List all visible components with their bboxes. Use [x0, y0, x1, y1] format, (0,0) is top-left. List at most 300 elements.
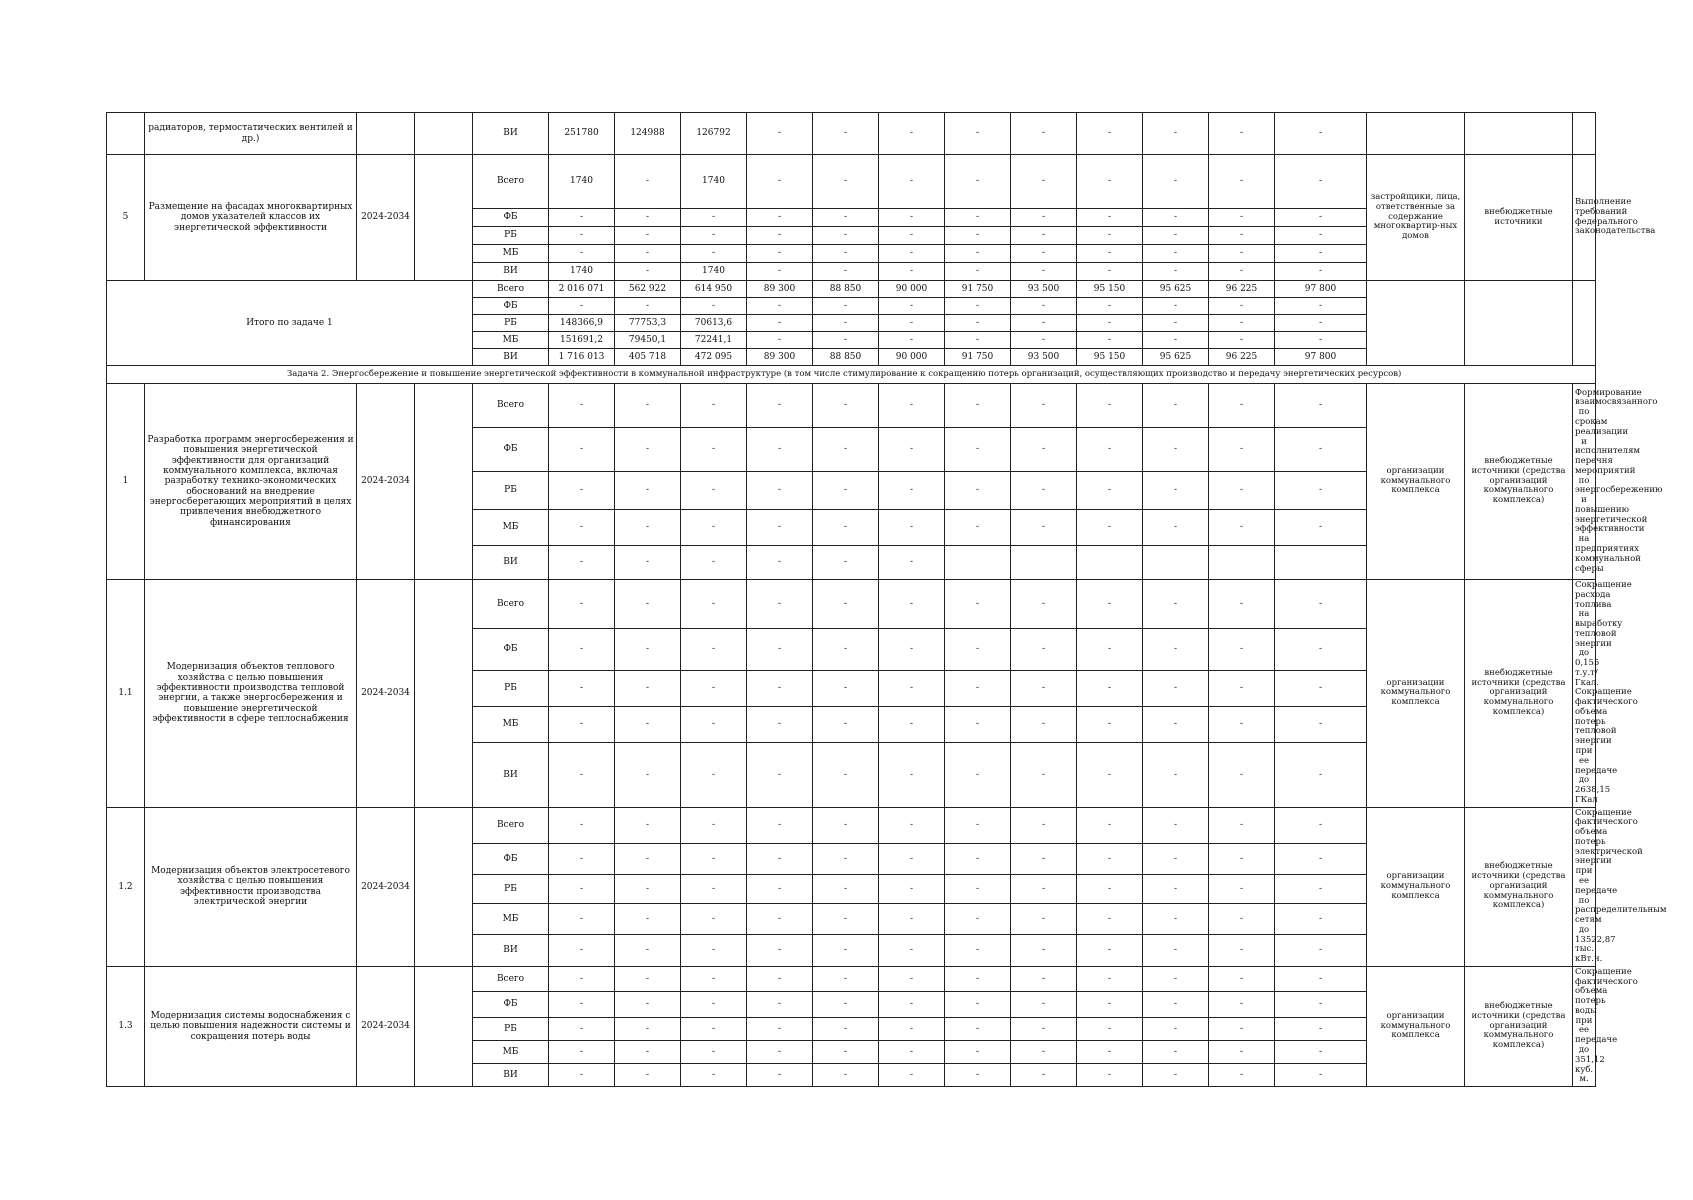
- value-cell: -: [813, 670, 879, 706]
- source-cell: МБ: [473, 706, 549, 742]
- value-cell: -: [945, 992, 1011, 1017]
- value-cell: -: [1011, 472, 1077, 510]
- gap-cell: [415, 155, 473, 281]
- period-cell: [357, 113, 415, 155]
- value-cell: -: [549, 580, 615, 629]
- value-cell: -: [1143, 263, 1209, 281]
- result-cell: [1573, 113, 1596, 155]
- gap-cell: [415, 807, 473, 966]
- value-cell: -: [681, 245, 747, 263]
- value-cell: -: [681, 546, 747, 580]
- value-cell: -: [747, 935, 813, 966]
- value-cell: -: [1077, 209, 1143, 227]
- value-cell: 88 850: [813, 349, 879, 366]
- value-cell: -: [1209, 1017, 1275, 1040]
- value-cell: -: [747, 742, 813, 807]
- activity-row: [107, 384, 1596, 428]
- value-cell: -: [1275, 332, 1367, 349]
- value-cell: -: [1209, 209, 1275, 227]
- value-cell: 95 625: [1143, 281, 1209, 298]
- value-cell: -: [945, 472, 1011, 510]
- value-cell: -: [813, 807, 879, 843]
- source-cell: ФБ: [473, 629, 549, 670]
- source-cell: Всего: [473, 966, 549, 991]
- source-cell: ВИ: [473, 546, 549, 580]
- value-cell: -: [549, 1017, 615, 1040]
- value-cell: -: [879, 992, 945, 1017]
- value-cell: -: [1077, 807, 1143, 843]
- value-cell: -: [615, 742, 681, 807]
- value-cell: -: [549, 992, 615, 1017]
- value-cell: -: [813, 580, 879, 629]
- activity-row: [107, 966, 1596, 991]
- value-cell: 97 800: [1275, 349, 1367, 366]
- value-cell: -: [615, 245, 681, 263]
- value-cell: -: [945, 629, 1011, 670]
- value-cell: -: [813, 510, 879, 546]
- value-cell: -: [549, 706, 615, 742]
- executor-cell: организации коммунального комплекса: [1367, 384, 1465, 580]
- value-cell: 93 500: [1011, 281, 1077, 298]
- value-cell: -: [1143, 113, 1209, 155]
- value-cell: -: [1011, 935, 1077, 966]
- value-cell: -: [747, 706, 813, 742]
- value-cell: -: [549, 807, 615, 843]
- gap-cell: [415, 113, 473, 155]
- value-cell: -: [813, 384, 879, 428]
- item5-row: [107, 155, 1596, 209]
- value-cell: -: [1209, 332, 1275, 349]
- value-cell: -: [1275, 742, 1367, 807]
- value-cell: -: [1143, 472, 1209, 510]
- value-cell: -: [1077, 510, 1143, 546]
- value-cell: -: [747, 629, 813, 670]
- value-cell: -: [945, 315, 1011, 332]
- value-cell: -: [549, 227, 615, 245]
- source-cell: ФБ: [473, 298, 549, 315]
- value-cell: -: [549, 670, 615, 706]
- value-cell: -: [1209, 807, 1275, 843]
- value-cell: -: [1143, 629, 1209, 670]
- value-cell: -: [1011, 706, 1077, 742]
- value-cell: [1209, 546, 1275, 580]
- value-cell: -: [879, 227, 945, 245]
- value-cell: 77753,3: [615, 315, 681, 332]
- value-cell: -: [879, 428, 945, 472]
- funding-cell: внебюджетные источники: [1465, 155, 1573, 281]
- value-cell: -: [813, 332, 879, 349]
- value-cell: -: [615, 875, 681, 904]
- value-cell: -: [1275, 580, 1367, 629]
- value-cell: -: [549, 904, 615, 935]
- value-cell: -: [945, 904, 1011, 935]
- value-cell: -: [747, 510, 813, 546]
- executor-cell: организации коммунального комплекса: [1367, 966, 1465, 1086]
- value-cell: -: [747, 263, 813, 281]
- value-cell: -: [549, 510, 615, 546]
- value-cell: -: [1143, 706, 1209, 742]
- value-cell: -: [813, 546, 879, 580]
- value-cell: [1077, 546, 1143, 580]
- value-cell: -: [1077, 315, 1143, 332]
- value-cell: -: [1275, 670, 1367, 706]
- value-cell: -: [1209, 629, 1275, 670]
- value-cell: -: [945, 670, 1011, 706]
- value-cell: -: [945, 1017, 1011, 1040]
- value-cell: -: [813, 629, 879, 670]
- value-cell: -: [1077, 935, 1143, 966]
- value-cell: -: [813, 706, 879, 742]
- value-cell: -: [1143, 245, 1209, 263]
- source-cell: РБ: [473, 315, 549, 332]
- value-cell: -: [945, 875, 1011, 904]
- item-number-cell: 1.2: [107, 807, 145, 966]
- source-cell: ФБ: [473, 843, 549, 874]
- value-cell: -: [1209, 580, 1275, 629]
- value-cell: -: [1275, 1017, 1367, 1040]
- value-cell: -: [813, 904, 879, 935]
- period-cell: 2024-2034: [357, 807, 415, 966]
- value-cell: -: [1143, 298, 1209, 315]
- value-cell: -: [879, 706, 945, 742]
- value-cell: -: [879, 472, 945, 510]
- funding-cell: [1465, 281, 1573, 366]
- value-cell: 562 922: [615, 281, 681, 298]
- source-cell: ФБ: [473, 992, 549, 1017]
- value-cell: -: [945, 966, 1011, 991]
- value-cell: -: [681, 510, 747, 546]
- executor-cell: застройщики, лица, ответственные за содержание многоквартир-ных домов: [1367, 155, 1465, 281]
- value-cell: -: [1209, 298, 1275, 315]
- item-name-cell: радиаторов, термостатических вентилей и др.): [145, 113, 357, 155]
- value-cell: -: [681, 1040, 747, 1063]
- value-cell: -: [747, 1040, 813, 1063]
- value-cell: -: [879, 245, 945, 263]
- source-cell: Всего: [473, 155, 549, 209]
- value-cell: -: [1011, 807, 1077, 843]
- value-cell: -: [1275, 510, 1367, 546]
- value-cell: -: [1077, 1063, 1143, 1086]
- value-cell: 1 716 013: [549, 349, 615, 366]
- value-cell: -: [1011, 1040, 1077, 1063]
- value-cell: 148366,9: [549, 315, 615, 332]
- value-cell: -: [1209, 1063, 1275, 1086]
- value-cell: -: [945, 384, 1011, 428]
- value-cell: -: [1209, 315, 1275, 332]
- value-cell: -: [813, 263, 879, 281]
- value-cell: -: [681, 706, 747, 742]
- value-cell: -: [549, 966, 615, 991]
- value-cell: -: [1011, 580, 1077, 629]
- value-cell: -: [1077, 1040, 1143, 1063]
- value-cell: 88 850: [813, 281, 879, 298]
- funding-cell: внебюджетные источники (средства организаций коммунального комплекса): [1465, 384, 1573, 580]
- value-cell: -: [1143, 875, 1209, 904]
- value-cell: -: [747, 904, 813, 935]
- value-cell: -: [1209, 510, 1275, 546]
- value-cell: -: [1077, 904, 1143, 935]
- value-cell: -: [945, 245, 1011, 263]
- value-cell: -: [813, 992, 879, 1017]
- value-cell: -: [747, 670, 813, 706]
- value-cell: -: [1077, 298, 1143, 315]
- value-cell: 96 225: [1209, 349, 1275, 366]
- value-cell: -: [813, 245, 879, 263]
- value-cell: -: [1275, 209, 1367, 227]
- item-name-cell: Размещение на фасадах многоквартирных домов указателей классов их энергетической эффективности: [145, 155, 357, 281]
- value-cell: -: [747, 875, 813, 904]
- value-cell: -: [1011, 966, 1077, 991]
- value-cell: -: [1209, 670, 1275, 706]
- task-header-row: [107, 366, 1596, 384]
- source-cell: ВИ: [473, 113, 549, 155]
- value-cell: -: [1143, 807, 1209, 843]
- value-cell: -: [549, 843, 615, 874]
- value-cell: 1740: [549, 155, 615, 209]
- value-cell: -: [747, 546, 813, 580]
- item-name-cell: Модернизация объектов теплового хозяйства с целью повышения эффективности производства тепловой энергии, а также энергосбережения и повышение энергетической эффективности в сфере теплоснабжения: [145, 580, 357, 808]
- period-cell: 2024-2034: [357, 384, 415, 580]
- source-cell: ВИ: [473, 1063, 549, 1086]
- total-row: [107, 281, 1596, 298]
- value-cell: -: [615, 904, 681, 935]
- item-number-cell: 1: [107, 384, 145, 580]
- value-cell: -: [813, 742, 879, 807]
- value-cell: -: [1209, 742, 1275, 807]
- value-cell: -: [1275, 807, 1367, 843]
- value-cell: -: [879, 332, 945, 349]
- value-cell: 91 750: [945, 281, 1011, 298]
- value-cell: -: [747, 843, 813, 874]
- value-cell: -: [879, 298, 945, 315]
- value-cell: -: [1011, 742, 1077, 807]
- result-cell: Выполнение требований федерального законодательства: [1573, 155, 1596, 281]
- item-number-cell: 1.1: [107, 580, 145, 808]
- source-cell: Всего: [473, 281, 549, 298]
- value-cell: -: [1143, 510, 1209, 546]
- value-cell: -: [1209, 227, 1275, 245]
- item-name-cell: Разработка программ энергосбережения и повышения энергетической эффективности для организаций коммунального комплекса, включая разработку технико-экономических обоснований на внедрение энергосберегающих мероприятий в целях привлечения внебюджетного финансирования: [145, 384, 357, 580]
- value-cell: -: [945, 113, 1011, 155]
- value-cell: -: [1143, 384, 1209, 428]
- value-cell: -: [1077, 428, 1143, 472]
- value-cell: -: [1077, 332, 1143, 349]
- value-cell: -: [615, 935, 681, 966]
- value-cell: -: [1077, 629, 1143, 670]
- gap-cell: [415, 384, 473, 580]
- value-cell: -: [1143, 1017, 1209, 1040]
- value-cell: -: [681, 992, 747, 1017]
- period-cell: 2024-2034: [357, 580, 415, 808]
- item-name-cell: Модернизация объектов электросетевого хозяйства с целью повышения эффективности производства электрической энергии: [145, 807, 357, 966]
- value-cell: -: [615, 227, 681, 245]
- value-cell: -: [549, 209, 615, 227]
- value-cell: 405 718: [615, 349, 681, 366]
- value-cell: -: [549, 1040, 615, 1063]
- value-cell: -: [747, 1063, 813, 1086]
- value-cell: -: [1275, 875, 1367, 904]
- funding-cell: внебюджетные источники (средства организаций коммунального комплекса): [1465, 807, 1573, 966]
- value-cell: -: [1209, 113, 1275, 155]
- value-cell: -: [1275, 113, 1367, 155]
- executor-cell: [1367, 281, 1465, 366]
- source-cell: МБ: [473, 332, 549, 349]
- value-cell: -: [747, 472, 813, 510]
- value-cell: -: [813, 843, 879, 874]
- source-cell: ВИ: [473, 263, 549, 281]
- value-cell: -: [1011, 904, 1077, 935]
- value-cell: -: [945, 227, 1011, 245]
- value-cell: -: [1011, 510, 1077, 546]
- value-cell: -: [615, 546, 681, 580]
- value-cell: -: [1011, 263, 1077, 281]
- value-cell: -: [1275, 245, 1367, 263]
- result-cell: Сокращение фактического объема потерь электрической энергии при ее передаче по распределительным сетям до 13522,87 тыс. кВт.ч.: [1573, 807, 1596, 966]
- value-cell: -: [1077, 1017, 1143, 1040]
- source-cell: ФБ: [473, 209, 549, 227]
- value-cell: -: [549, 546, 615, 580]
- value-cell: -: [945, 298, 1011, 315]
- value-cell: -: [1143, 904, 1209, 935]
- continuation-row: [107, 113, 1596, 155]
- value-cell: 90 000: [879, 281, 945, 298]
- value-cell: -: [747, 315, 813, 332]
- value-cell: -: [1077, 843, 1143, 874]
- value-cell: -: [681, 472, 747, 510]
- value-cell: -: [1011, 227, 1077, 245]
- value-cell: -: [747, 209, 813, 227]
- value-cell: 90 000: [879, 349, 945, 366]
- value-cell: -: [1275, 227, 1367, 245]
- value-cell: -: [615, 992, 681, 1017]
- value-cell: -: [879, 510, 945, 546]
- value-cell: -: [1143, 1063, 1209, 1086]
- source-cell: МБ: [473, 510, 549, 546]
- value-cell: -: [681, 384, 747, 428]
- value-cell: -: [1011, 245, 1077, 263]
- gap-cell: [415, 580, 473, 808]
- item-name-cell: Модернизация системы водоснабжения с целью повышения надежности системы и сокращения потерь воды: [145, 966, 357, 1086]
- value-cell: -: [1077, 670, 1143, 706]
- value-cell: -: [813, 428, 879, 472]
- value-cell: -: [1077, 155, 1143, 209]
- source-cell: Всего: [473, 580, 549, 629]
- value-cell: -: [879, 1017, 945, 1040]
- funding-cell: [1465, 113, 1573, 155]
- value-cell: -: [945, 155, 1011, 209]
- value-cell: -: [945, 332, 1011, 349]
- value-cell: -: [681, 935, 747, 966]
- value-cell: -: [879, 935, 945, 966]
- source-cell: РБ: [473, 1017, 549, 1040]
- value-cell: -: [1077, 992, 1143, 1017]
- value-cell: -: [879, 1063, 945, 1086]
- value-cell: -: [549, 298, 615, 315]
- value-cell: -: [945, 807, 1011, 843]
- value-cell: -: [813, 315, 879, 332]
- activity-row: [107, 580, 1596, 629]
- value-cell: -: [879, 155, 945, 209]
- executor-cell: [1367, 113, 1465, 155]
- value-cell: -: [615, 706, 681, 742]
- value-cell: -: [1275, 472, 1367, 510]
- value-cell: -: [813, 298, 879, 315]
- value-cell: -: [1275, 315, 1367, 332]
- value-cell: -: [1077, 384, 1143, 428]
- value-cell: -: [1011, 298, 1077, 315]
- value-cell: -: [1275, 298, 1367, 315]
- value-cell: -: [945, 263, 1011, 281]
- value-cell: -: [1077, 227, 1143, 245]
- value-cell: -: [879, 209, 945, 227]
- value-cell: -: [879, 629, 945, 670]
- executor-cell: организации коммунального комплекса: [1367, 807, 1465, 966]
- value-cell: -: [615, 629, 681, 670]
- result-cell: Формирование взаимосвязанного по срокам реализации и исполнителям перечня мероприятий по энергосбережению и повышению энергетической эффективности на предприятиях коммунальной сферы: [1573, 384, 1596, 580]
- value-cell: -: [1011, 670, 1077, 706]
- value-cell: 95 150: [1077, 349, 1143, 366]
- value-cell: -: [1011, 843, 1077, 874]
- value-cell: -: [813, 155, 879, 209]
- value-cell: 151691,2: [549, 332, 615, 349]
- value-cell: -: [615, 263, 681, 281]
- value-cell: -: [879, 807, 945, 843]
- value-cell: -: [747, 227, 813, 245]
- source-cell: ВИ: [473, 935, 549, 966]
- table-body: [107, 113, 1667, 1087]
- value-cell: -: [813, 113, 879, 155]
- value-cell: -: [879, 384, 945, 428]
- value-cell: -: [879, 263, 945, 281]
- value-cell: -: [813, 227, 879, 245]
- value-cell: -: [1011, 428, 1077, 472]
- value-cell: -: [1275, 384, 1367, 428]
- source-cell: ВИ: [473, 349, 549, 366]
- value-cell: -: [1011, 113, 1077, 155]
- total-label-cell: Итого по задаче 1: [107, 281, 473, 366]
- value-cell: -: [747, 245, 813, 263]
- value-cell: -: [1275, 1063, 1367, 1086]
- value-cell: -: [747, 332, 813, 349]
- value-cell: 2 016 071: [549, 281, 615, 298]
- value-cell: -: [1143, 580, 1209, 629]
- value-cell: -: [1275, 843, 1367, 874]
- value-cell: -: [1275, 428, 1367, 472]
- value-cell: 614 950: [681, 281, 747, 298]
- value-cell: -: [945, 1040, 1011, 1063]
- value-cell: -: [1143, 670, 1209, 706]
- source-cell: РБ: [473, 875, 549, 904]
- value-cell: -: [615, 1063, 681, 1086]
- value-cell: -: [1143, 209, 1209, 227]
- value-cell: 72241,1: [681, 332, 747, 349]
- period-cell: 2024-2034: [357, 966, 415, 1086]
- value-cell: 126792: [681, 113, 747, 155]
- value-cell: -: [879, 875, 945, 904]
- value-cell: -: [945, 742, 1011, 807]
- value-cell: -: [813, 472, 879, 510]
- value-cell: -: [1275, 155, 1367, 209]
- value-cell: -: [945, 1063, 1011, 1086]
- value-cell: -: [1077, 113, 1143, 155]
- value-cell: 70613,6: [681, 315, 747, 332]
- value-cell: -: [1143, 992, 1209, 1017]
- value-cell: -: [681, 227, 747, 245]
- value-cell: -: [1209, 384, 1275, 428]
- value-cell: -: [1275, 706, 1367, 742]
- value-cell: -: [1275, 263, 1367, 281]
- value-cell: 79450,1: [615, 332, 681, 349]
